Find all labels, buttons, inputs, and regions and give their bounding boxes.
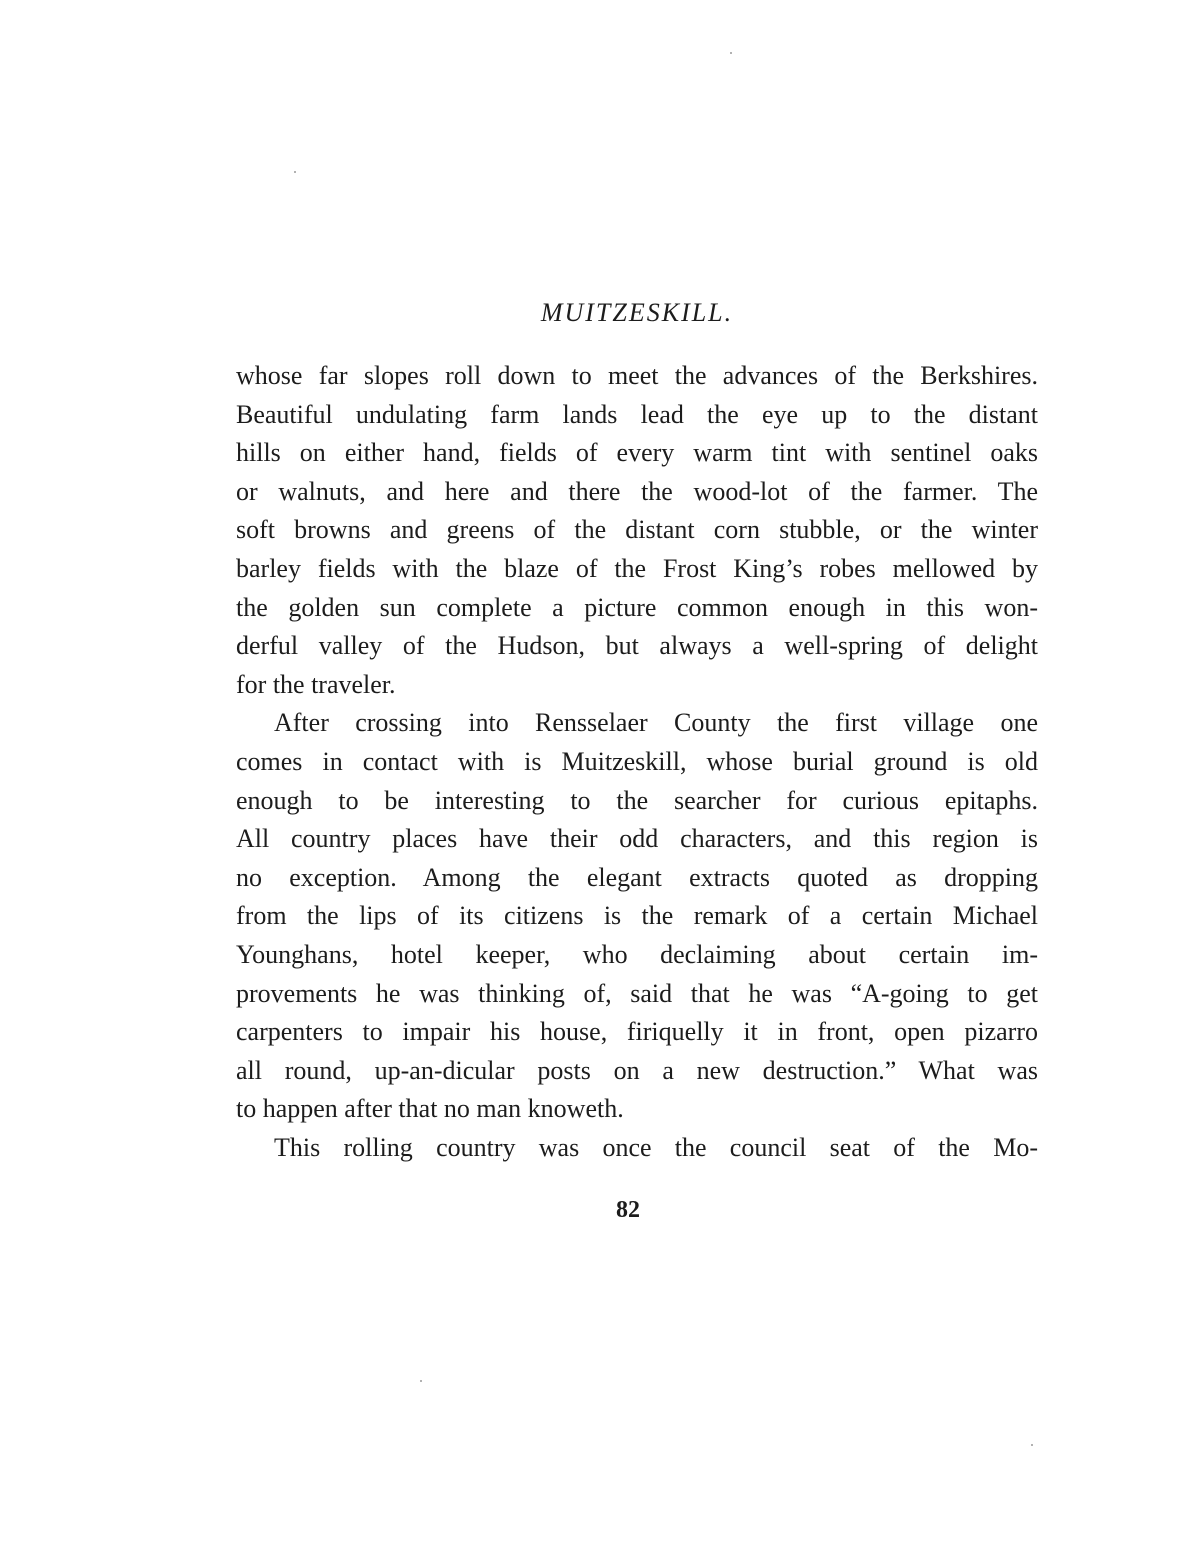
text-line: enough to be interesting to the searcher for curious epitaphs. — [236, 785, 1038, 815]
page-number: 82 — [616, 1197, 640, 1223]
text-line: whose far slopes roll down to meet the advances of the Berkshires. — [236, 361, 1038, 390]
paper-speck — [294, 171, 296, 173]
text-line: soft browns and greens of the distant corn stubble, or the winter — [236, 515, 1038, 545]
paper-speck — [730, 52, 732, 54]
text-line: Younghans, hotel keeper, who declaiming about certain im- — [236, 939, 1038, 969]
paper-speck — [1031, 1444, 1033, 1446]
paper-speck — [420, 1380, 422, 1382]
text-line: to happen after that no man knoweth. — [236, 1094, 624, 1124]
text-line: hills on either hand, fields of every warm tint with sentinel oaks — [236, 438, 1038, 468]
text-line: All country places have their odd characters, and this region is — [236, 824, 1038, 854]
text-line: comes in contact with is Muitzeskill, whose burial ground is old — [236, 746, 1038, 776]
text-line: provements he was thinking of, said that he was “A-going to get — [236, 978, 1038, 1008]
body-text — [236, 357, 1038, 1167]
running-head: MUITZESKILL. — [540, 298, 734, 327]
text-line: no exception. Among the elegant extracts quoted as dropping — [236, 862, 1038, 892]
text-line: carpenters to impair his house, firiquelly it in front, open pizarro — [236, 1017, 1038, 1047]
text-line: from the lips of its citizens is the remark of a certain Michael — [236, 901, 1038, 931]
text-line: for the traveler. — [236, 669, 396, 699]
text-line: Beautiful undulating farm lands lead the eye up to the distant — [236, 399, 1038, 429]
text-line: After crossing into Rensselaer County the first village one — [274, 708, 1038, 738]
text-line: all round, up-an-dicular posts on a new destruction.” What was — [236, 1055, 1038, 1085]
text-line: barley fields with the blaze of the Frost King’s robes mellowed by — [236, 553, 1038, 583]
text-line: derful valley of the Hudson, but always a well-spring of delight — [236, 631, 1038, 661]
text-line: This rolling country was once the council seat of the Mo- — [274, 1132, 1038, 1162]
text-line: the golden sun complete a picture common enough in this won- — [236, 592, 1038, 622]
text-line: or walnuts, and here and there the wood-lot of the farmer. The — [236, 476, 1038, 506]
